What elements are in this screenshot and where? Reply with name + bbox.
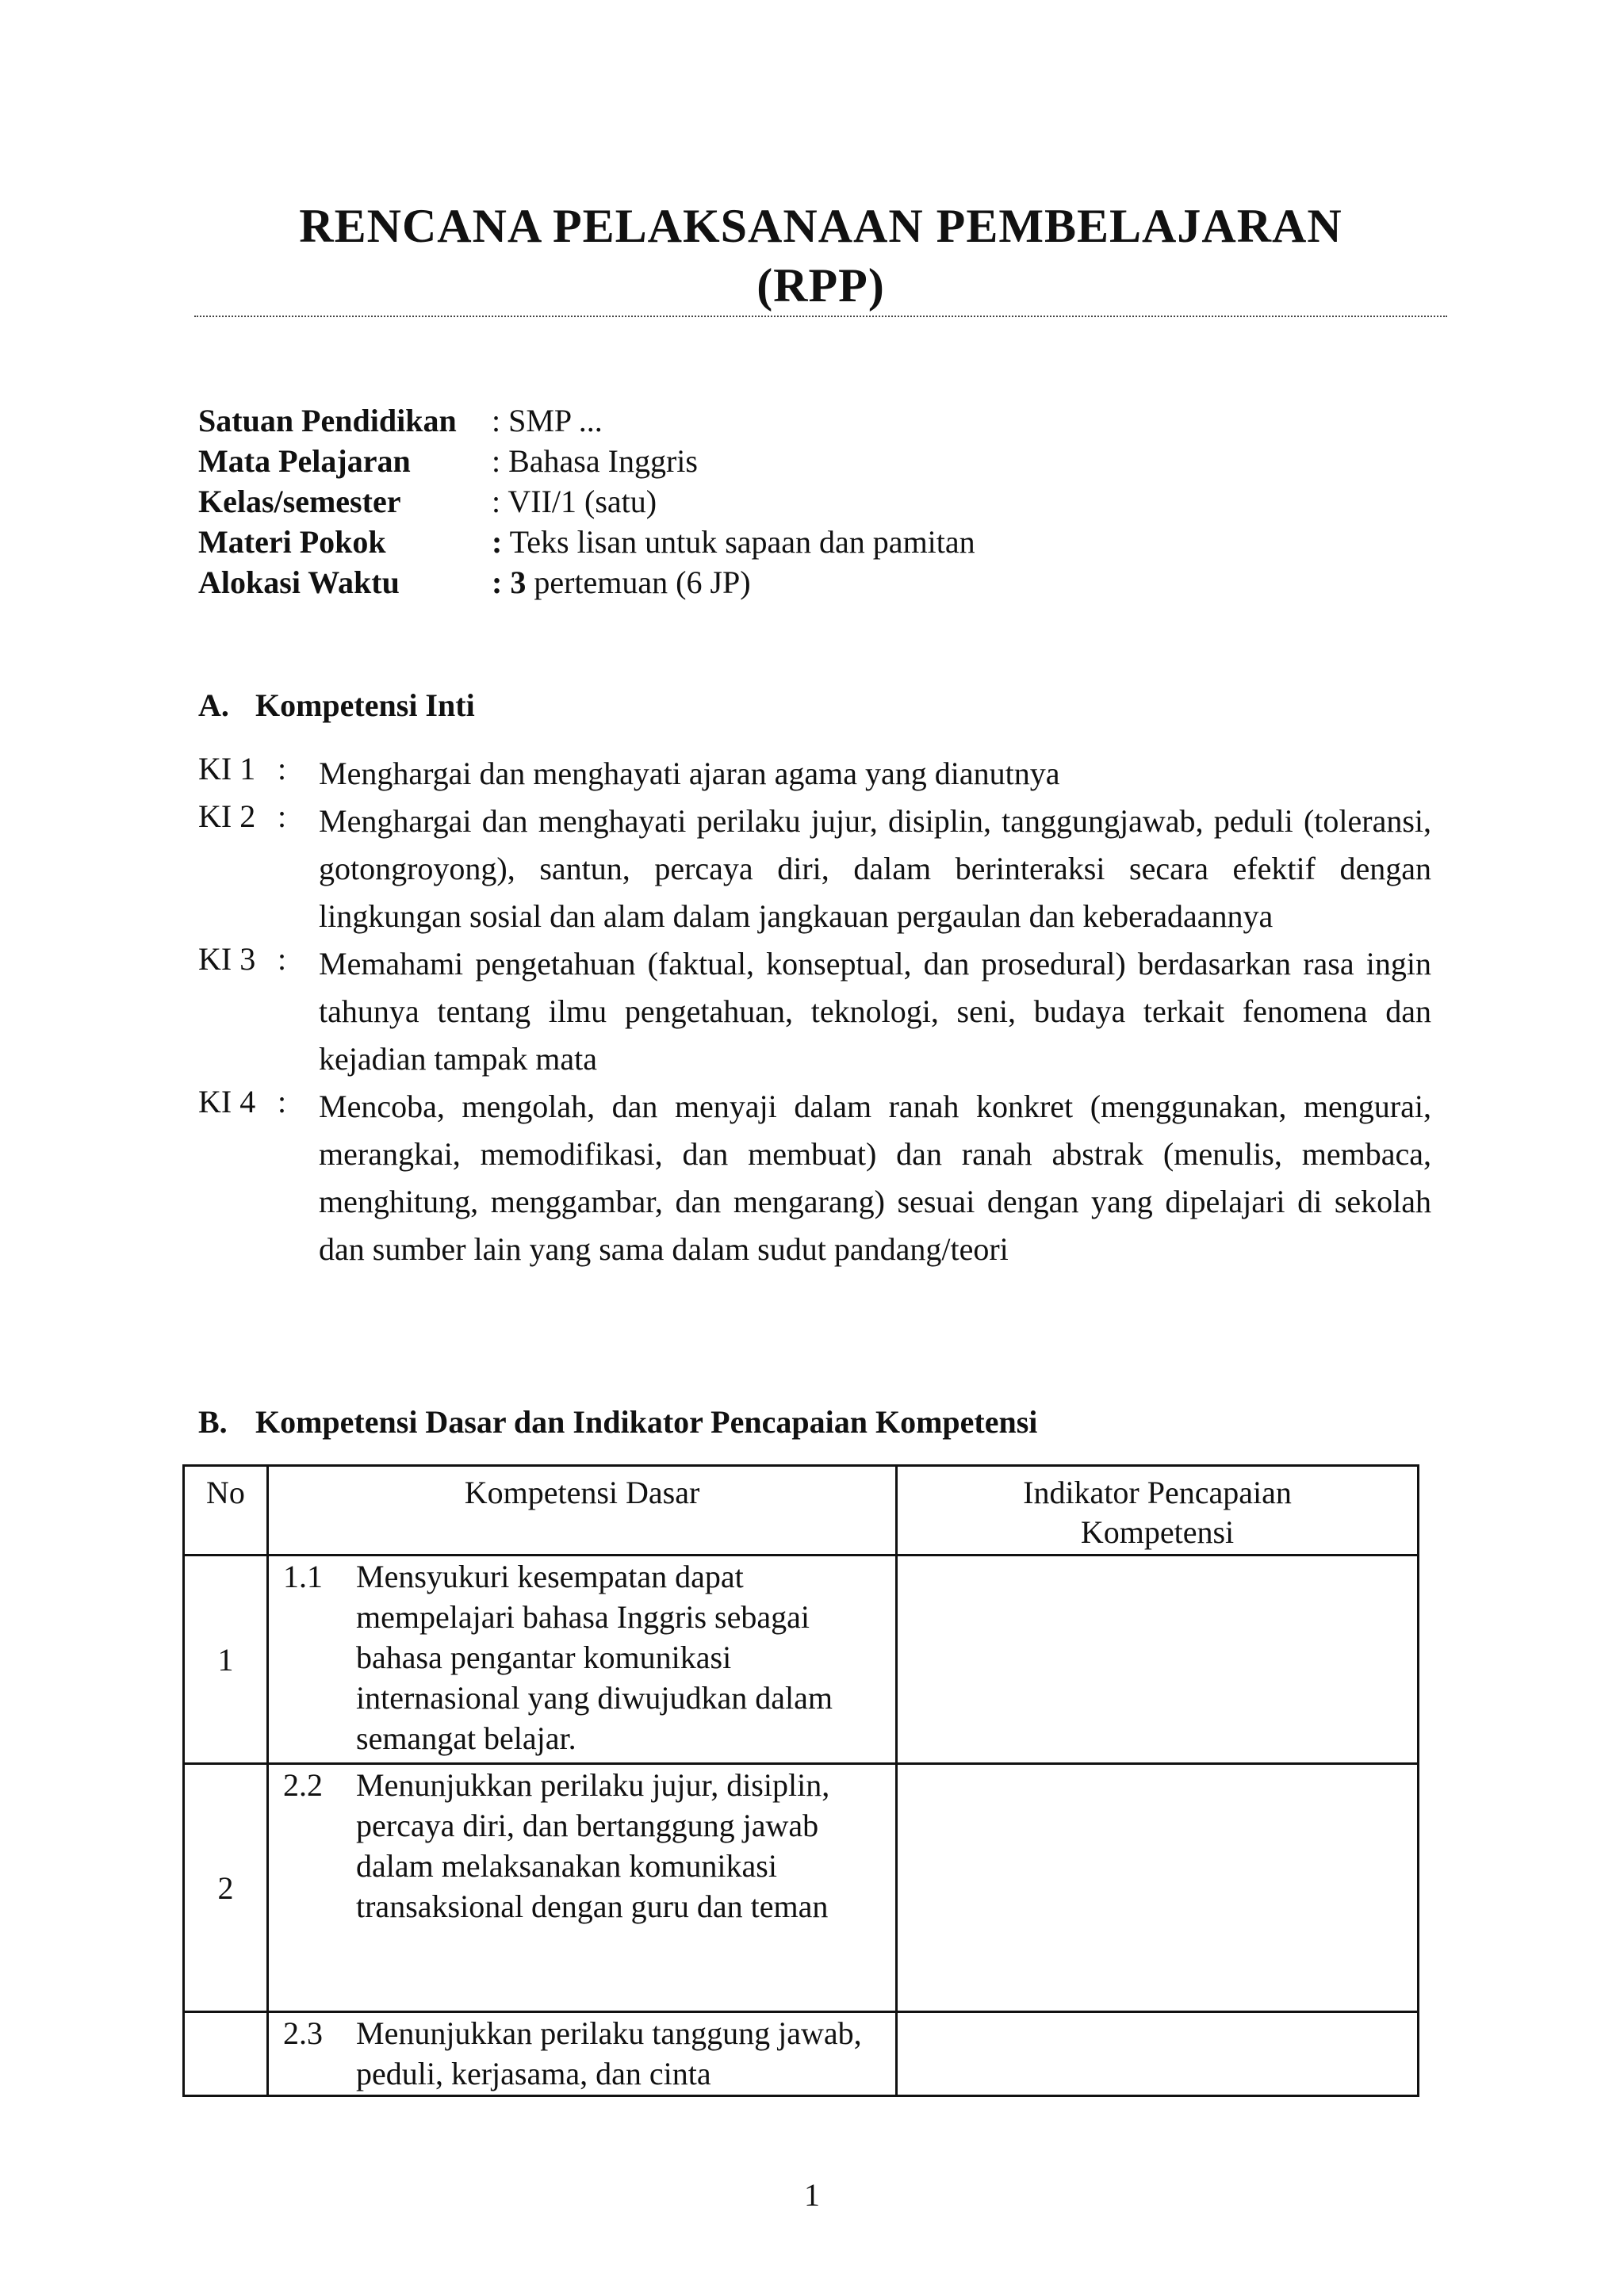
kd-code: 2.3 xyxy=(283,2015,323,2051)
kd-cell xyxy=(268,1556,897,1764)
kd-code: 1.1 xyxy=(283,1559,323,1594)
ki-text: Menghargai dan menghayati perilaku jujur, disiplin, tanggungjawab, peduli (toleransi, gotongroyong), santun, percaya diri, dalam berinteraksi secara efektif dengan lingkungan sosial dan alam dalam jangkauan pergaulan dan keberadaannya xyxy=(319,803,1431,934)
ki-item xyxy=(198,798,1431,940)
identity-label: Kelas/semester xyxy=(198,484,401,519)
column-header-indikator: Indikator Pencapaian Kompetensi xyxy=(897,1466,1419,1556)
kd-text: Mensyukuri kesempatan dapat mempelajari bahasa Inggris sebagai bahasa pengantar komunikasi internasional yang diwujudkan dalam semangat belajar. xyxy=(356,1559,833,1756)
kd-entry xyxy=(269,1556,895,1758)
kd-entry xyxy=(269,1765,895,1927)
table-row xyxy=(184,1764,1419,2012)
identity-row-satuan xyxy=(198,400,975,441)
section-a-heading xyxy=(198,687,475,724)
title-divider xyxy=(194,316,1447,317)
identity-colon: : xyxy=(492,524,503,560)
identity-value: Teks lisan untuk sapaan dan pamitan xyxy=(502,524,975,560)
ki-item xyxy=(198,940,1431,1083)
ki-text: Menghargai dan menghayati ajaran agama yang dianutnya xyxy=(319,756,1060,791)
column-header-kompetensi-dasar: Kompetensi Dasar xyxy=(268,1466,897,1556)
identity-label: Satuan Pendidikan xyxy=(198,403,457,438)
kd-text: Menunjukkan perilaku tanggung jawab, peduli, kerjasama, dan cinta xyxy=(356,2015,862,2091)
identity-value: : VII/1 (satu) xyxy=(492,484,657,519)
ki-item xyxy=(198,750,1431,798)
table-header-row xyxy=(184,1466,1419,1556)
ki-item xyxy=(198,1083,1431,1273)
identity-colon: : 3 xyxy=(492,564,527,600)
row-number xyxy=(184,2012,268,2096)
section-title: Kompetensi Inti xyxy=(255,687,475,723)
identity-value: : SMP ... xyxy=(492,403,603,438)
indikator-cell xyxy=(897,1556,1419,1764)
identity-value: pertemuan (6 JP) xyxy=(526,564,751,600)
identity-label: Mata Pelajaran xyxy=(198,443,411,479)
kompetensi-dasar-table xyxy=(182,1464,1419,2097)
identity-row-alokasi xyxy=(198,562,975,603)
identity-row-kelas xyxy=(198,481,975,522)
section-letter: A. xyxy=(198,687,229,723)
kd-code: 2.2 xyxy=(283,1767,323,1803)
row-number: 2 xyxy=(184,1764,268,2012)
identity-block xyxy=(198,400,975,603)
identity-value: : Bahasa Inggris xyxy=(492,443,698,479)
document-title: RENCANA PELAKSANAAN PEMBELAJARAN xyxy=(299,200,1342,252)
section-b-heading xyxy=(198,1403,1037,1441)
indikator-cell xyxy=(897,2012,1419,2096)
ki-colon: : xyxy=(278,1084,287,1119)
ki-code: KI 1 xyxy=(198,751,256,786)
indikator-cell xyxy=(897,1764,1419,2012)
kd-entry xyxy=(269,2013,895,2094)
table-row xyxy=(184,2012,1419,2096)
ki-colon: : xyxy=(278,751,287,786)
kompetensi-inti-list xyxy=(198,750,1431,1273)
section-title: Kompetensi Dasar dan Indikator Pencapaian Kompetensi xyxy=(255,1404,1038,1440)
identity-row-mapel xyxy=(198,441,975,481)
document-title-abbreviation: (RPP) xyxy=(756,259,885,312)
ki-text: Mencoba, mengolah, dan menyaji dalam ranah konkret (menggunakan, mengurai, merangkai, memodifikasi, dan membuat) dan ranah abstrak (menulis, membaca, menghitung, menggambar, dan mengarang) sesuai dengan yang dipelajari di sekolah dan sumber lain yang sama dalam sudut pandang/teori xyxy=(319,1089,1431,1267)
ki-code: KI 4 xyxy=(198,1084,256,1119)
ki-code: KI 3 xyxy=(198,941,256,977)
ki-code: KI 2 xyxy=(198,798,256,834)
ki-colon: : xyxy=(278,798,287,834)
page-number: 1 xyxy=(804,2177,820,2213)
ki-text: Memahami pengetahuan (faktual, konseptual, dan prosedural) berdasarkan rasa ingin tahunya tentang ilmu pengetahuan, teknologi, seni, budaya terkait fenomena dan kejadian tampak mata xyxy=(319,946,1431,1077)
identity-label: Materi Pokok xyxy=(198,524,386,560)
identity-label: Alokasi Waktu xyxy=(198,564,400,600)
kd-cell xyxy=(268,2012,897,2096)
ki-colon: : xyxy=(278,941,287,977)
identity-row-materi xyxy=(198,522,975,562)
section-letter: B. xyxy=(198,1404,228,1440)
kd-text: Menunjukkan perilaku jujur, disiplin, percaya diri, dan bertanggung jawab dalam melaksanakan komunikasi transaksional dengan guru dan teman xyxy=(356,1767,830,1924)
kd-cell xyxy=(268,1764,897,2012)
column-header-no: No xyxy=(184,1466,268,1556)
row-number: 1 xyxy=(184,1556,268,1764)
table-row xyxy=(184,1556,1419,1764)
